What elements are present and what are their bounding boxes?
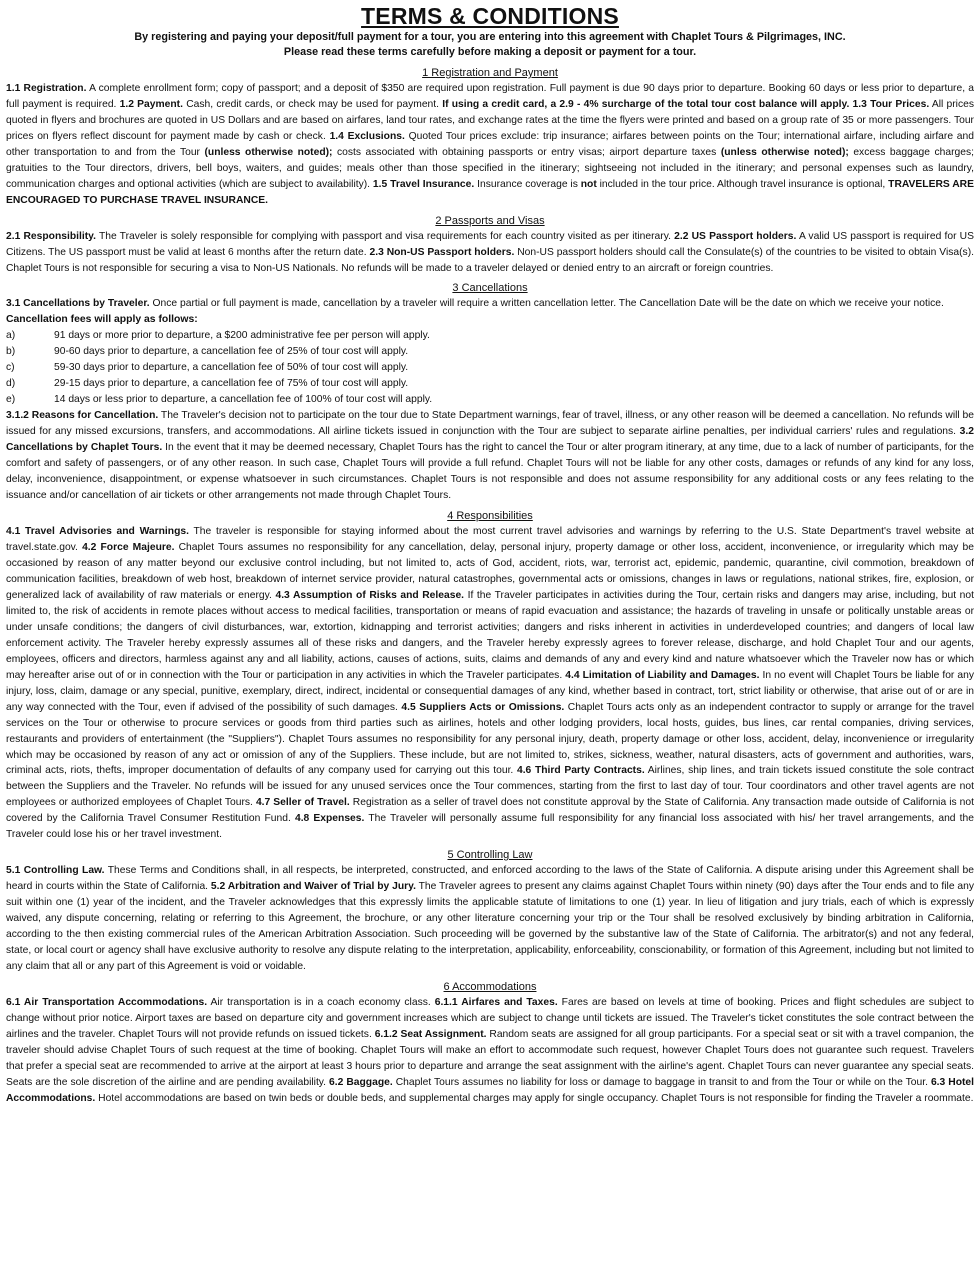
clause-heading: 5.2 Arbitration and Waiver of Trial by Jury. xyxy=(210,881,416,893)
clause-heading: 4.4 Limitation of Liability and Damages. xyxy=(565,669,760,681)
clause-text: excess baggage charges; gratuities to the Tour directors, drivers, bell boys, waiters, and guides; meals other than those specified in the itinerary; sightseeing not included in the itinerary; and personal expenses such as laundry, communication charges and optional activities (which are subject to availability). xyxy=(6,146,974,190)
sections-early xyxy=(6,66,974,276)
clause-text: The traveler is responsible for staying informed about the most current travel advisories and warnings by referring to the U.S. State Department's travel website at travel.state.gov. xyxy=(6,526,974,554)
clause-heading: 4.8 Expenses. xyxy=(294,813,365,825)
section-paragraph xyxy=(6,995,974,1107)
clause-text: Registration as a seller of travel does not constitute approval by the State of California. Any transaction made outside of California is not covered by the California Travel Consumer Restitution Fund. xyxy=(6,797,974,825)
list-item-marker: c) xyxy=(6,362,15,374)
clause-text: Chaplet Tours assumes no responsibility for any cancellation, delay, personal injury, property damage or other loss, accident, inconvenience, or irregularity which may be occasioned by reason of any matter beyond our exclusive control including, but not limited to, acts of God, accident, riots, war, terrorist act, epidemic, pandemic, quarantine, civil commotion, breakdown of communication facilities, breakdown of web host, breakdown of internet service provider, natural catastrophes, governmental acts or omissions, changes in laws or regulations, national strikes, fire, explosion, or generalized lack of availability of raw materials or energy. xyxy=(6,542,974,601)
clause-text: Random seats are assigned for all group participants. For a special seat or sit with a travel companion, the traveler should advise Chaplet Tours of such request at the time of booking. Chaplet Tours will make an effort to accommodate such request, however Chaplet Tours does not guarantee such request. Travelers that prefer a special seat are recommended to arrive at the airport at least 3 hours prior to departure and arrange the seat assignment with the airline's agent. Chaplet Tours can never guarantee any special seats. Seats are the sole discretion of the airline and are pending availability. xyxy=(6,1028,974,1088)
clause-heading: 1.1 Registration. xyxy=(6,83,87,94)
clause-text: The Traveler is solely responsible for complying with passport and visa requirements for each country visited as per itinerary. xyxy=(95,230,675,242)
clause-text: Airlines, ship lines, and train tickets issued constitute the sole contract between the Suppliers and the Traveler. No refunds will be issued for any unused services once the Tour commences, starting from the first to last day of tour. Tour coordinators and other travel agents are not employees or authorized employees of Chaplet Tours. xyxy=(6,765,975,809)
clause-text: In no event will Chaplet Tours be liable for any injury, loss, claim, damage or any special, punitive, exemplary, direct, indirect, incidental or consequential damages of any kind, whether based in contract, tort, strict liability or otherwise, that arise out of or are in any way connected with the Tour, even if advised of the possibility of such damages. xyxy=(6,669,974,713)
list-item-marker: d) xyxy=(6,378,16,390)
clause-text: included in the tour price. Although travel insurance is optional, xyxy=(596,178,889,190)
clause-text: These Terms and Conditions shall, in all respects, be interpreted, constructed, and enforced according to the laws of the State of California. A dispute arising under this Agreement shall be heard in courts within the State of California. xyxy=(6,865,974,893)
section xyxy=(6,509,974,843)
page-title: TERMS & CONDITIONS xyxy=(361,3,619,29)
list-item-text: 91 days or more prior to departure, a $200 administrative fee per person will apply. xyxy=(54,330,430,342)
list-item-text: 14 days or less prior to departure, a cancellation fee of 100% of tour cost will apply. xyxy=(54,394,433,406)
list-item xyxy=(6,344,974,360)
clause-heading: 6.1 Air Transportation Accommodations. xyxy=(6,996,208,1008)
clause-text: Chaplet Tours acts only as an independent contractor to supply or arrange for the travel services on the Tour or otherwise to procure services or goods from third parties such as airlines, hotels and other lodging providers, local hosts, guides, bus lines, car rental companies, driving services, restaurants and providers of entertainment (the "Suppliers"). Chaplet Tours assumes no responsibility for any personal injury, death, property damage or other loss, accident, delay, inconvenience or irregularity which may be occasioned by reason of any act or omission of any of the Suppliers. These include, but are not limited to, strikes, sickness, weather, natural disasters, acts of government and authorities, wars, criminal acts, riots, thefts, improper documentation of defaults of any company used for carrying out this tour. xyxy=(6,701,975,777)
clause-text: The Traveler's decision not to participate on the tour due to State Department warnings, fear of travel, illness, or any other reason will be deemed a cancellation. No refunds will be issued for any missed excursions, transfers, and accommodations. All airline tickets issued in conjunction with the Tour are subject to separate airline penalties, per individual carriers' rules and regulations. xyxy=(6,410,975,438)
clause-text: Cash, credit cards, or check may be used for payment. xyxy=(182,98,443,110)
clause-heading: 1.4 Exclusions. xyxy=(329,130,405,142)
section-paragraph xyxy=(6,524,974,843)
fees-heading: Cancellation fees will apply as follows: xyxy=(6,314,198,326)
clause-text: Once partial or full payment is made, cancellation by a traveler will require a written cancellation letter. The Cancellation Date will be the date on which we receive your notice. xyxy=(149,298,944,310)
clause-heading: 2.2 US Passport holders. xyxy=(674,230,797,242)
section-title: 2 Passports and Visas xyxy=(435,214,545,227)
clause-heading: 3.2 Cancellations by Chaplet Tours. xyxy=(6,426,974,454)
clause-text: Non-US passport holders should call the Consulate(s) of the countries to be visited to obtain Visa(s). Chaplet Tours is not responsible for securing a visa to Non-US Nationals. No refunds will be made to a traveler delayed or denied entry to an aircraft or foreign countries. xyxy=(6,246,974,274)
clause-text: Insurance coverage is xyxy=(474,178,581,190)
clause-heading: 3.1 Cancellations by Traveler. xyxy=(6,298,150,310)
clause-text: Quoted Tour prices exclude: trip insurance; airfares between points on the Tour; international airfare, including airfare and other transportation to and from the Tour xyxy=(6,130,974,158)
clause-heading: 4.5 Suppliers Acts or Omissions. xyxy=(401,701,565,713)
intro-line: By registering and paying your deposit/full payment for a tour, you are entering into this agreement with Chaplet Tours & Pilgrimages, INC. xyxy=(134,31,846,43)
list-item-text: 29-15 days prior to departure, a cancellation fee of 75% of tour cost will apply. xyxy=(54,378,409,390)
clause-heading: TRAVELERS ARE ENCOURAGED TO PURCHASE TRAVEL INSURANCE. xyxy=(6,178,974,206)
section-title: 1 Registration and Payment xyxy=(422,67,558,79)
list-item xyxy=(6,392,974,408)
clause-heading: 2.1 Responsibility. xyxy=(6,230,96,242)
list-item xyxy=(6,376,974,392)
clause-heading: 6.2 Baggage. xyxy=(329,1076,393,1088)
clause-heading: 6.1.1 Airfares and Taxes. xyxy=(434,996,558,1008)
clause-text: All prices quoted in flyers and brochures are quoted in US Dollars and are based on airfares, land tour rates, and exchange rates at the time the flyers were printed and based on a group rate of 35 or more passengers. Tour prices on flyers reflect discount for payment made by cash or check. xyxy=(6,98,974,142)
clause-text: If the Traveler participates in activities during the Tour, certain risks and dangers may arise, including, but not limited to, the risk of accidents in remote places without access to medical facilities, transportation or means of rapid evacuation and assistance; the hazards of traveling in unsafe or politically unstable areas or under unsafe conditions; the dangers of civil disturbances, war, extortion, kidnapping and terrorist activities; dangers and risks inherent in activities in underdeveloped countries; and dangers of local law enforcement activity. The Traveler hereby expressly assumes all of these risks and dangers, and the Traveler hereby expressly agrees to forever release, discharge, and hold Chaplet Tour and our agents, employees, officers and directors, harmless against any and all liability, actions, causes of actions, suits, claims and demands of any and every kind and nature whatsoever which the Traveler now has or which may hereafter arise out of or in connection with the Tour or participation in any activities in which the Traveler participates. xyxy=(6,589,974,681)
clause-text: A complete enrollment form; copy of passport; and a deposit of $350 are required upon registration. Full payment is due 90 days prior to departure. Booking 60 days or less prior to departure, a full payment is required. xyxy=(6,83,975,110)
section xyxy=(6,848,974,975)
clause-text: Hotel accommodations are based on twin beds or double beds, and supplemental charges may apply for single occupancy. Chaplet Tours is not responsible for finding the Traveler a roommate. xyxy=(95,1092,974,1104)
list-item-marker: b) xyxy=(6,346,16,358)
clause-text: Fares are based on levels at time of booking. Prices and flight schedules are subject to change without prior notice. Airport taxes are based on departure city and government increases which are subject to change until tickets are issued. The Traveler's ticket constitutes the sole contract between the airlines and the traveler. Chaplet Tours will not provide refunds on issued tickets. xyxy=(6,996,974,1040)
section-title: 5 Controlling Law xyxy=(447,849,533,862)
list-item-text: 90-60 days prior to departure, a cancellation fee of 25% of tour cost will apply. xyxy=(54,346,409,358)
clause-heading: 2.3 Non-US Passport holders. xyxy=(369,246,515,258)
intro-line: Please read these terms carefully before making a deposit or payment for a tour. xyxy=(283,46,697,58)
clause-text: In the event that it may be deemed necessary, Chaplet Tours has the right to cancel the Tour or alter program itinerary, at any time, due to a lack of number of participants, for the comfort and safety of passengers, or of any other reason. In such case, Chaplet Tours will provide a full refund. Chaplet Tours will not be liable for any other costs, damages or refunds of any kind for any loss, delay, inconvenience, disappointment, or expense whatsoever in such circumstances. Chaplet Tours is not responsible and does not assume responsibility for any additional costs or any fees relating to the issuance and/or cancellation of air tickets or other arrangements not made through Chaplet Tours. xyxy=(6,442,974,502)
section-cancellations xyxy=(6,281,974,504)
clause-heading: 5.1 Controlling Law. xyxy=(6,865,105,877)
clause-text: The Traveler will personally assume full responsibility for any financial loss associated with his/ her travel arrangements, and the Traveler could lose his or her travel investment. xyxy=(6,813,974,841)
section-title: 3 Cancellations xyxy=(452,282,528,295)
section-paragraph xyxy=(6,863,974,975)
sections-later xyxy=(6,509,974,1106)
clause-heading: 4.6 Third Party Contracts. xyxy=(516,765,645,777)
section xyxy=(6,66,974,209)
section-title: 6 Accommodations xyxy=(443,980,537,993)
list-item-marker: a) xyxy=(6,330,16,342)
clause-heading: 3.1.2 Reasons for Cancellation. xyxy=(6,410,159,422)
fee-list xyxy=(6,328,974,408)
section xyxy=(6,980,974,1107)
clause-text: A valid US passport is required for US Citizens. The US passport must be valid at least 6 months after the return date. xyxy=(6,230,974,258)
clause-text: Chaplet Tours assumes no liability for loss or damage to baggage in transit to and from the Tour or while on the Tour. xyxy=(392,1076,931,1088)
intro-notice xyxy=(6,30,974,60)
clause-heading: 4.7 Seller of Travel. xyxy=(255,797,350,809)
section-paragraph xyxy=(6,296,974,312)
clause-text: The Traveler agrees to present any claims against Chaplet Tours within ninety (90) days after the Tour ends and to file any suit within one (1) year of the incident, and the Traveler acknowledges that this expressly limits the applicable statute of limitations to one (1) year. In lieu of litigation and jury trials, each of which is expressly waived, any dispute concerning, relating or referring to this Agreement, the brochure, or any other literature concerning your trip or the Tour shall be resolved exclusively by binding arbitration in California, according to the then existing commercial rules of the American Arbitration Association. Such proceeding will be governed by the substantive law of the State of California. The arbitrator(s) and not any federal, state, or local court or agency shall have exclusive authority to resolve any dispute relating to the interpretation, applicability, enforceability, conscionability, or formation of this Agreement, including but not limited to any claim that all or any part of this Agreement is void or voidable. xyxy=(6,881,975,972)
list-item-text: 59-30 days prior to departure, a cancellation fee of 50% of tour cost will apply. xyxy=(54,362,409,374)
clause-heading: 6.3 Hotel Accommodations. xyxy=(6,1076,974,1104)
list-item xyxy=(6,328,974,344)
clause-heading: 6.1.2 Seat Assignment. xyxy=(374,1028,487,1040)
list-item xyxy=(6,360,974,376)
clause-text: costs associated with obtaining passports or entry visas; airport departure taxes xyxy=(332,146,721,158)
clause-heading: If using a credit card, a 2.9 - 4% surcharge of the total tour cost balance will apply. 1.3 Tour Prices. xyxy=(442,98,930,110)
clause-heading: not xyxy=(580,178,597,190)
clause-heading: 4.3 Assumption of Risks and Release. xyxy=(275,589,465,601)
section-paragraph xyxy=(6,229,974,277)
section-paragraph xyxy=(6,81,974,209)
clause-heading: (unless otherwise noted); xyxy=(720,146,849,158)
list-item-marker: e) xyxy=(6,394,16,406)
clause-heading: 1.5 Travel Insurance. xyxy=(372,178,475,190)
section-paragraph xyxy=(6,408,974,504)
section-title: 4 Responsibilities xyxy=(447,510,533,523)
clause-heading: 1.2 Payment. xyxy=(119,98,183,110)
clause-heading: (unless otherwise noted); xyxy=(204,146,333,158)
clause-text: Air transportation is in a coach economy class. xyxy=(207,996,435,1008)
clause-heading: 4.2 Force Majeure. xyxy=(82,542,175,554)
section xyxy=(6,214,974,277)
clause-heading: 4.1 Travel Advisories and Warnings. xyxy=(6,526,189,538)
